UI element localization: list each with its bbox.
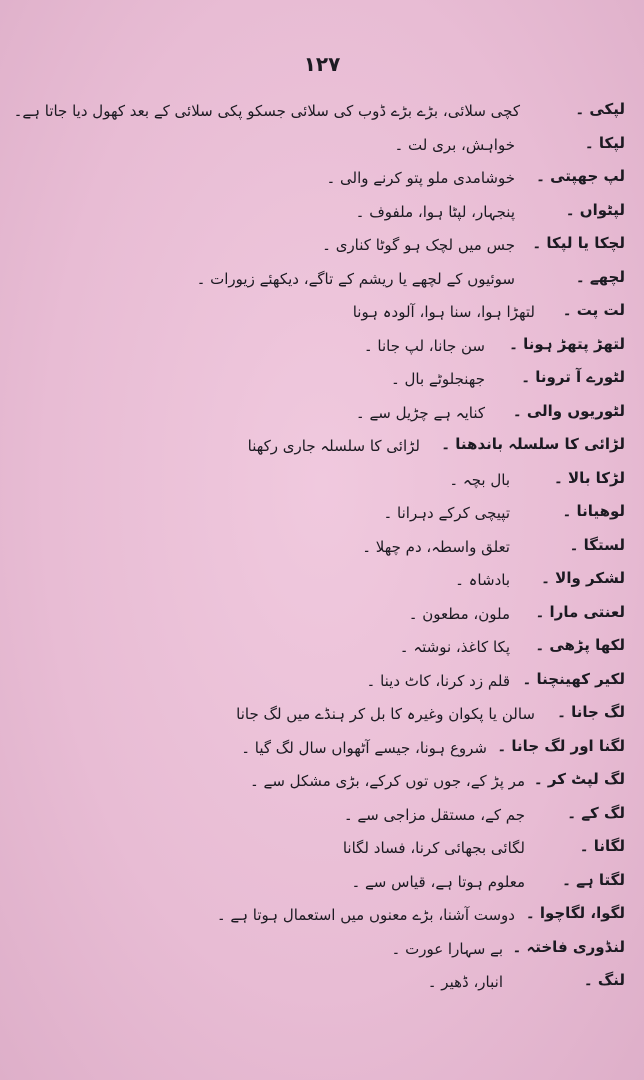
entry-term: لپکی ۔ bbox=[575, 100, 625, 118]
glossary-entry bbox=[30, 230, 625, 264]
entry-definition: معلوم ہوتا ہے، قیاس سے ۔ bbox=[351, 872, 525, 891]
glossary-entry bbox=[30, 867, 625, 901]
glossary-entry bbox=[30, 465, 625, 499]
entry-definition: سالن یا پکوان وغیرہ کا بل کر ہنڈے میں لگ جانا bbox=[236, 705, 535, 723]
entry-definition: تپیچی کرکے دہرانا ۔ bbox=[383, 504, 510, 522]
glossary-entry bbox=[30, 398, 625, 432]
entry-definition: قلم زد کرنا، کاٹ دینا ۔ bbox=[366, 671, 510, 690]
entry-term: لتھڑ پتھڑ ہونا ۔ bbox=[509, 334, 625, 353]
entry-definition: دوست آشنا، بڑے معنوں میں استعمال ہوتا ہے ۔ bbox=[216, 906, 515, 924]
glossary-entry bbox=[30, 163, 625, 197]
entry-term: لشکر والا ۔ bbox=[541, 569, 625, 587]
glossary-entry bbox=[13, 96, 625, 130]
entry-definition: بے سہارا عورت ۔ bbox=[391, 939, 503, 958]
glossary-entry bbox=[30, 297, 625, 331]
glossary-entry bbox=[30, 967, 625, 1001]
page-number: ۱۲۷ bbox=[303, 52, 341, 76]
entry-definition: خوشامدی ملو پتو کرنے والی ۔ bbox=[326, 169, 515, 187]
entry-term: لگوا، لگاچوا ۔ bbox=[525, 904, 625, 922]
glossary-entry bbox=[30, 431, 625, 465]
glossary-entry bbox=[30, 833, 625, 867]
entry-term: لچکا یا لپکا ۔ bbox=[532, 234, 625, 252]
entry-term: لگنا اور لگ جانا ۔ bbox=[497, 736, 625, 755]
glossary-entry bbox=[30, 599, 625, 633]
entry-term: لگانا ۔ bbox=[579, 837, 625, 855]
entry-term: لعنتی مارا ۔ bbox=[535, 602, 625, 621]
entry-term: لٹورے آ ترونا ۔ bbox=[521, 368, 625, 386]
glossary-entry bbox=[30, 934, 625, 968]
glossary-entry bbox=[30, 800, 625, 834]
glossary-entry bbox=[30, 364, 625, 398]
glossary-entry bbox=[30, 565, 625, 599]
entry-definition: بال بچہ ۔ bbox=[449, 470, 510, 489]
entry-definition: کچی سلائی، بڑے بڑے ڈوب کی سلائی جسکو پکی سلائی کے بعد کھول دیا جاتا ہے۔ bbox=[13, 102, 520, 120]
entry-definition: ملون، مطعون ۔ bbox=[408, 604, 510, 623]
glossary-entry bbox=[30, 766, 625, 800]
entry-term: لڑائی کا سلسلہ باندھنا ۔ bbox=[441, 435, 625, 453]
glossary-entry bbox=[30, 130, 625, 164]
entry-definition: خواہش، بری لت ۔ bbox=[394, 135, 515, 154]
entry-definition: انبار، ڈھیر ۔ bbox=[427, 973, 503, 991]
entry-definition: شروع ہونا، جیسے آٹھواں سال لگ گیا ۔ bbox=[241, 738, 487, 757]
entry-term: لنگ ۔ bbox=[583, 971, 625, 989]
entry-definition: بادشاہ ۔ bbox=[455, 571, 510, 589]
glossary-entry bbox=[30, 498, 625, 532]
entry-definition: جھنجلوٹے بال ۔ bbox=[390, 370, 485, 388]
glossary-entry bbox=[30, 264, 625, 298]
glossary-entry bbox=[30, 733, 625, 767]
glossary-entry bbox=[30, 331, 625, 365]
entry-definition: کنایہ ہے چڑیل سے ۔ bbox=[355, 403, 485, 422]
entry-term: لستگا ۔ bbox=[569, 535, 625, 554]
entry-definition: سوئیوں کے لچھے یا ریشم کے تاگے، دیکھئے زیورات ۔ bbox=[196, 269, 515, 288]
entry-term: لگ جانا ۔ bbox=[557, 703, 625, 721]
entry-term: لکھا پڑھی ۔ bbox=[535, 636, 625, 654]
entry-term: لگ کے ۔ bbox=[567, 803, 625, 822]
entry-term: لوھیانا ۔ bbox=[562, 502, 625, 520]
glossary-entry bbox=[30, 699, 625, 733]
entry-term: لپٹواں ۔ bbox=[565, 200, 625, 219]
entry-definition: پکا کاغذ، نوشتہ ۔ bbox=[399, 638, 510, 656]
glossary-entry bbox=[30, 900, 625, 934]
glossary-entry bbox=[30, 666, 625, 700]
entry-term: لگ لپٹ کر ۔ bbox=[533, 770, 625, 788]
glossary-entry bbox=[30, 532, 625, 566]
entry-term: لپ جھپتی ۔ bbox=[536, 167, 625, 185]
entry-definition: لڑائی کا سلسلہ جاری رکھنا bbox=[247, 437, 420, 455]
entry-term: لٹوریوں والی ۔ bbox=[512, 401, 625, 420]
entry-term: لنڈوری فاختہ ۔ bbox=[512, 937, 625, 956]
entry-definition: پنجہار، لپٹا ہوا، ملفوف ۔ bbox=[355, 202, 515, 221]
entry-term: لت پت ۔ bbox=[562, 301, 625, 319]
glossary-entry bbox=[30, 197, 625, 231]
entry-definition: تعلق واسطہ، دم چھلا ۔ bbox=[362, 537, 510, 556]
entry-definition: لتھڑا ہوا، سنا ہوا، آلودہ ہونا bbox=[352, 303, 535, 321]
entry-definition: جس میں لچک ہو گوٹا کناری ۔ bbox=[322, 236, 515, 254]
entry-term: لپکا ۔ bbox=[584, 133, 625, 152]
entry-definition: مر پڑ کے، جوں توں کرکے، بڑی مشکل سے ۔ bbox=[249, 772, 525, 790]
glossary-entries bbox=[13, 96, 625, 1001]
entry-term: لگتا ہے ۔ bbox=[562, 870, 625, 889]
entry-term: لکیر کھینچنا ۔ bbox=[522, 669, 625, 688]
glossary-entry bbox=[30, 632, 625, 666]
entry-definition: جم کے، مستقل مزاجی سے ۔ bbox=[343, 805, 525, 824]
entry-definition: سن جانا، لپ جانا ۔ bbox=[363, 336, 485, 355]
entry-term: لچھے ۔ bbox=[575, 267, 625, 286]
entry-term: لڑکا بالا ۔ bbox=[554, 468, 625, 487]
entry-definition: لگائی بجھائی کرنا، فساد لگانا bbox=[342, 839, 525, 857]
